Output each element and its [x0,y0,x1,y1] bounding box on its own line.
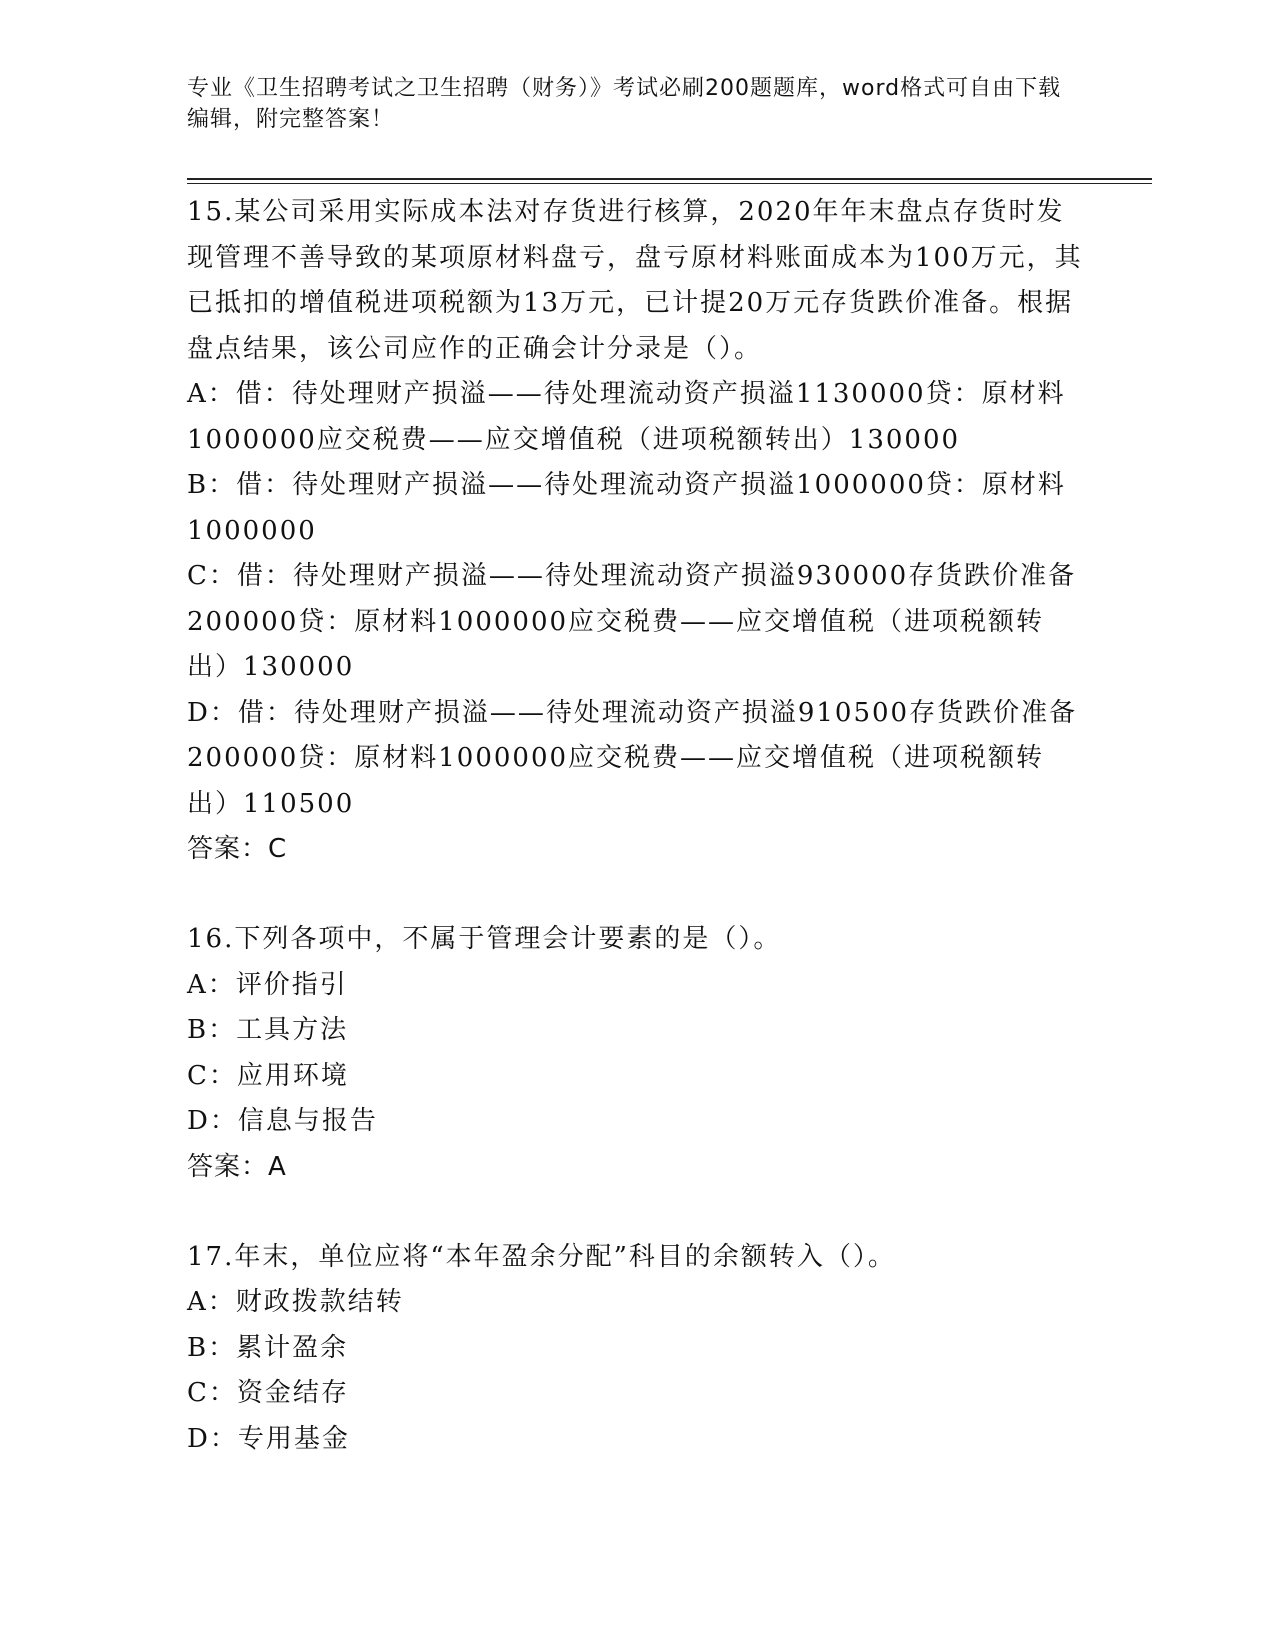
question-stem: 15.某公司采用实际成本法对存货进行核算，2020年年末盘点存货时发现管理不善导致的某项原材料盘亏，盘亏原材料账面成本为100万元，其已抵扣的增值税进项税额为13万元，已计提20万元存货跌价准备。根据盘点结果，该公司应作的正确会计分录是（）。 [187,197,1083,364]
option-d: D：信息与报告 [187,1106,378,1136]
option-d: D：专用基金 [187,1423,350,1454]
option-a: A：借：待处理财产损溢——待处理流动资产损溢1130000贷：原材料1000000应交税费——应交增值税（进项税额转出）130000 [187,379,1066,455]
option-c: C：应用环境 [187,1060,349,1091]
question-list [187,190,1087,1462]
option-a: A：财政拨款结转 [187,1287,404,1317]
option-d: D：借：待处理财产损溢——待处理流动资产损溢910500存货跌价准备200000贷：原材料1000000应交税费——应交增值税（进项税额转出）110500 [187,697,1078,819]
option-c: C：资金结存 [187,1378,349,1408]
header-divider-thick [187,178,1152,180]
option-b: B：工具方法 [187,1015,349,1045]
question-15 [187,190,1087,872]
spacer [187,872,1087,917]
answer: 答案：C [187,834,288,864]
question-16 [187,917,1087,1190]
option-b: B：借：待处理财产损溢——待处理流动资产损溢1000000贷：原材料1000000 [187,470,1066,546]
option-c: C：借：待处理财产损溢——待处理流动资产损溢930000存货跌价准备200000贷：原材料1000000应交税费——应交增值税（进项税额转出）130000 [187,561,1077,682]
question-17 [187,1235,1087,1463]
question-stem: 16.下列各项中，不属于管理会计要素的是（）。 [187,924,782,954]
question-stem: 17.年末，单位应将“本年盈余分配”科目的余额转入（）。 [187,1241,896,1272]
answer: 答案：A [187,1151,287,1182]
option-a: A：评价指引 [187,969,348,1000]
spacer [187,1190,1087,1235]
option-b: B：累计盈余 [187,1332,349,1363]
header-divider-thin [187,183,1152,184]
page-header: 专业《卫生招聘考试之卫生招聘（财务）》考试必刷200题题库，word格式可自由下载编辑，附完整答案！ [187,76,1062,132]
